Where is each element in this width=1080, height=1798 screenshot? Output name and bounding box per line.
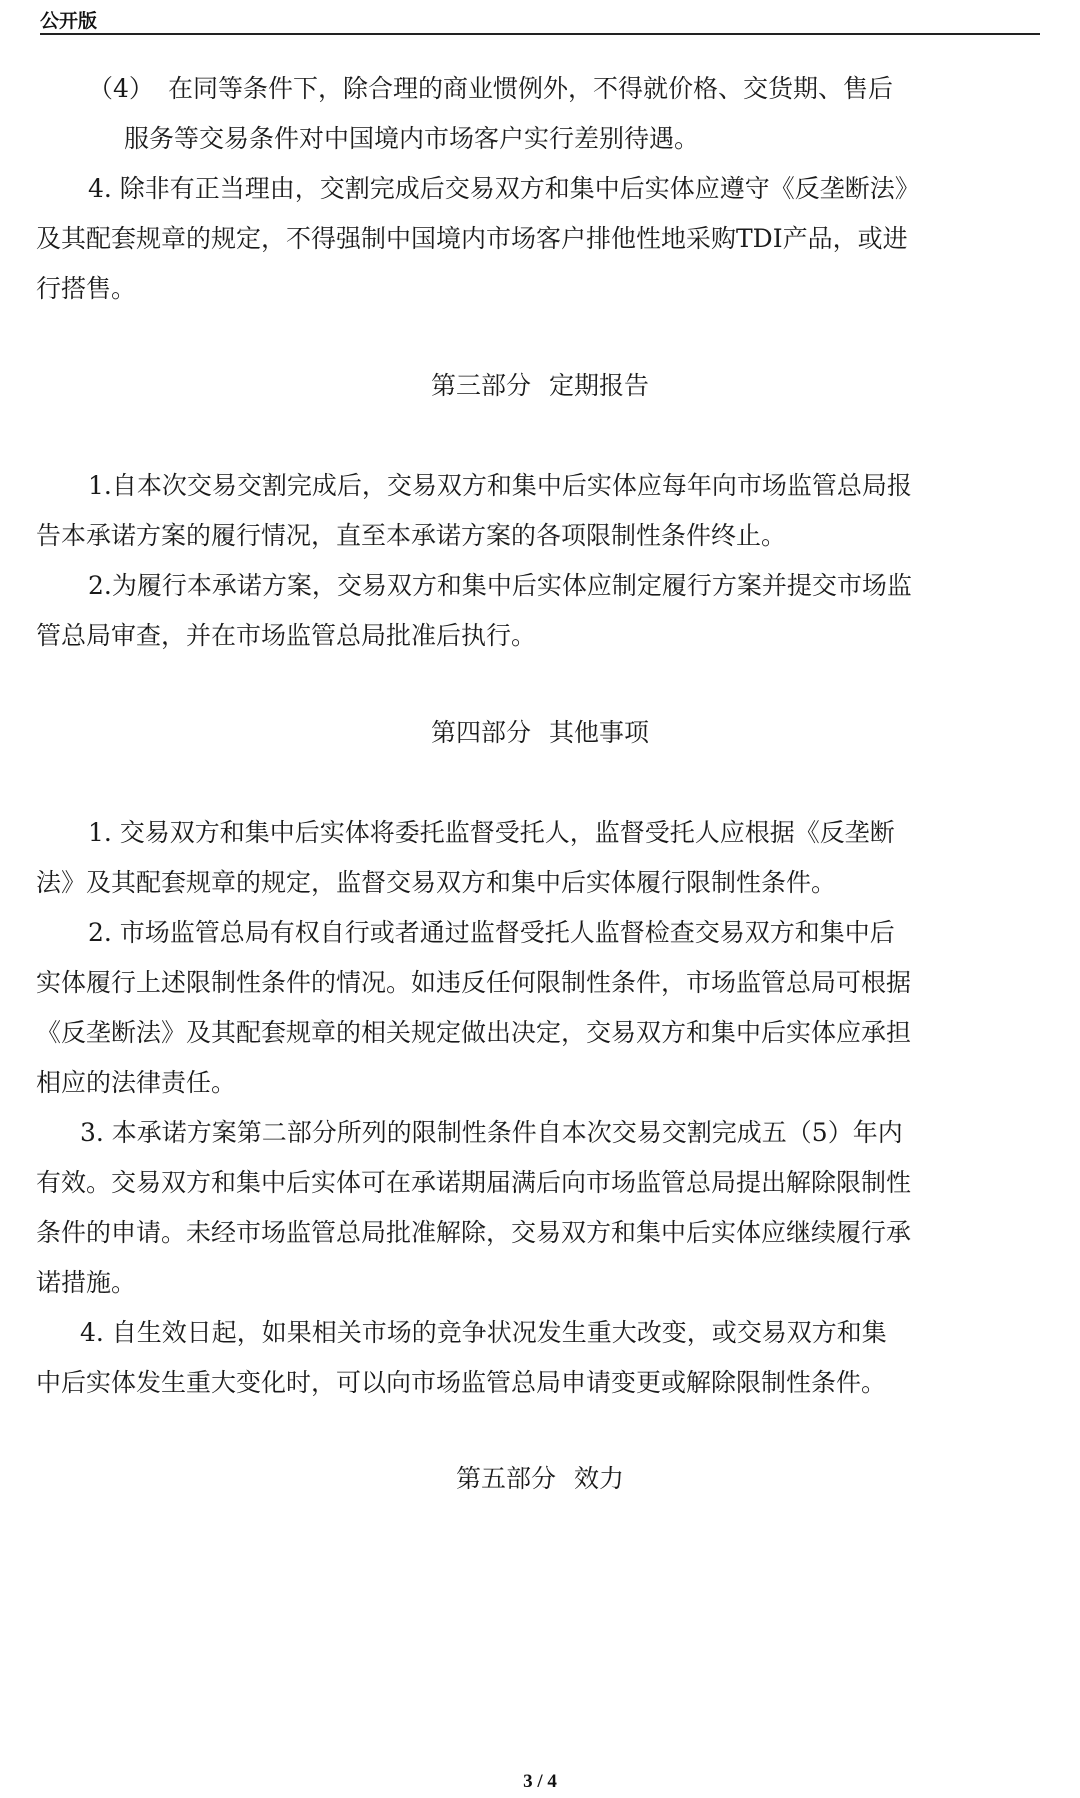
- part3-p2-line1: 2.为履行本承诺方案，交易双方和集中后实体应制定履行方案并提交市场监: [88, 571, 912, 600]
- part4-p2-line1: 2. 市场监管总局有权自行或者通过监督受托人监督检查交易双方和集中后: [88, 918, 895, 947]
- part3-p2-line2: 管总局审查，并在市场监管总局批准后执行。: [36, 621, 537, 650]
- part4-heading: [0, 718, 1080, 748]
- part4-p2-line4: 相应的法律责任。: [36, 1068, 237, 1097]
- part5-heading-name: 效力: [574, 1464, 625, 1493]
- item4-marker: （4）: [88, 74, 154, 103]
- header-label: 公开版: [40, 10, 98, 32]
- part3-p1-line1: 1.自本次交易交割完成后，交易双方和集中后实体应每年向市场监管总局报: [88, 471, 912, 500]
- part4-heading-name: 其他事项: [549, 718, 650, 747]
- page-header: [40, 6, 1040, 34]
- part4-p1-line1: 1. 交易双方和集中后实体将委托监督受托人，监督受托人应根据《反垄断: [88, 818, 895, 847]
- part3-heading: [0, 371, 1080, 401]
- part4-p1-line2: 法》及其配套规章的规定，监督交易双方和集中后实体履行限制性条件。: [36, 868, 837, 897]
- part4-heading-part: 第四部分: [430, 718, 531, 747]
- header-divider: [40, 33, 1040, 35]
- part4-p2-line2: 实体履行上述限制性条件的情况。如违反任何限制性条件，市场监管总局可根据: [36, 968, 912, 997]
- part4-p3-line1: 3. 本承诺方案第二部分所列的限制性条件自本次交易交割完成五（5）年内: [80, 1118, 903, 1147]
- page-number: 3 / 4: [523, 1771, 557, 1792]
- part5-heading: [0, 1464, 1080, 1494]
- item4-line1: 在同等条件下，除合理的商业惯例外，不得就价格、交货期、售后: [168, 74, 894, 103]
- item4-line2: 服务等交易条件对中国境内市场客户实行差别待遇。: [124, 124, 700, 153]
- part4-p4-line1: 4. 自生效日起，如果相关市场的竞争状况发生重大改变，或交易双方和集: [80, 1318, 887, 1347]
- part4-p3-line4: 诺措施。: [36, 1268, 137, 1297]
- part4-p2-line3: 《反垄断法》及其配套规章的相关规定做出决定，交易双方和集中后实体应承担: [36, 1018, 912, 1047]
- part2-p4-line2: 及其配套规章的规定，不得强制中国境内市场客户排他性地采购TDI产品，或进: [36, 224, 908, 253]
- part5-heading-part: 第五部分: [455, 1464, 556, 1493]
- part4-p3-line3: 条件的申请。未经市场监管总局批准解除，交易双方和集中后实体应继续履行承: [36, 1218, 912, 1247]
- part4-p4-line2: 中后实体发生重大变化时，可以向市场监管总局申请变更或解除限制性条件。: [36, 1368, 887, 1397]
- part2-p4-line3: 行搭售。: [36, 274, 137, 303]
- part3-heading-part: 第三部分: [430, 371, 531, 400]
- part3-heading-name: 定期报告: [549, 371, 650, 400]
- part3-p1-line2: 告本承诺方案的履行情况，直至本承诺方案的各项限制性条件终止。: [36, 521, 787, 550]
- part2-p4-line1: 4. 除非有正当理由，交割完成后交易双方和集中后实体应遵守《反垄断法》: [88, 174, 920, 203]
- part4-p3-line2: 有效。交易双方和集中后实体可在承诺期届满后向市场监管总局提出解除限制性: [36, 1168, 912, 1197]
